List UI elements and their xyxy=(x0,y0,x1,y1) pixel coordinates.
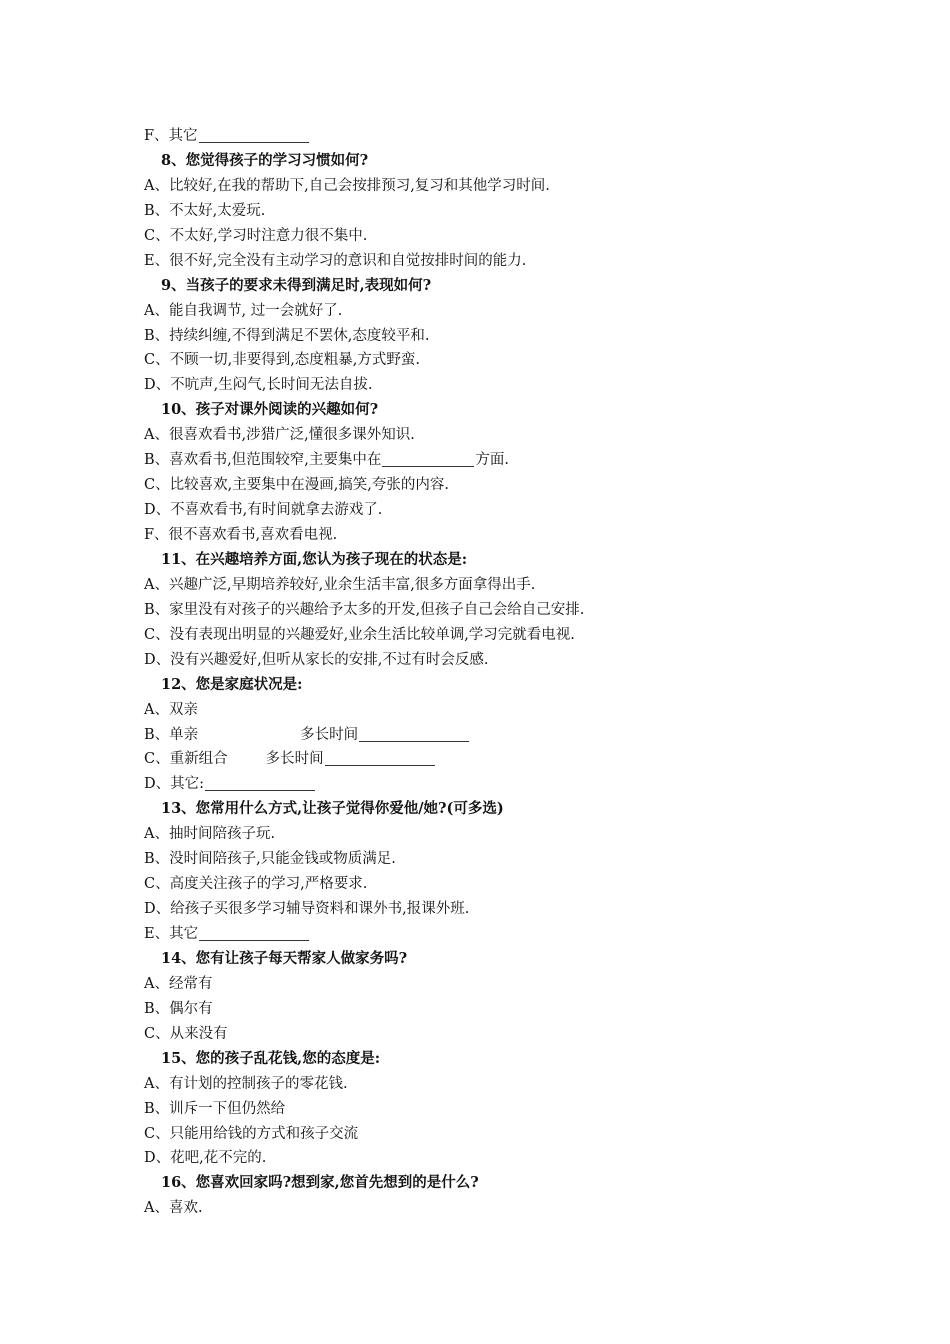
q16-title: 16、您喜欢回家吗?想到家,您首先想到的是什么? xyxy=(161,1174,479,1192)
option-text-suffix: 方面. xyxy=(475,452,509,469)
q11-option-b: B、家里没有对孩子的兴趣给予太多的开发,但孩子自己会给自己安排. xyxy=(144,601,585,618)
option-text: B、单亲 xyxy=(144,726,199,743)
q14-option-b: B、偶尔有 xyxy=(144,1000,213,1017)
q15-title: 15、您的孩子乱花钱,您的态度是: xyxy=(161,1049,381,1067)
q9-option-c: C、不顾一切,非要得到,态度粗暴,方式野蛮. xyxy=(144,352,421,369)
fill-blank xyxy=(199,925,309,941)
q15-option-a: A、有计划的控制孩子的零花钱. xyxy=(144,1075,348,1092)
option-text: B、喜欢看书,但范围较窄,主要集中在 xyxy=(144,452,382,469)
q13-option-b: B、没时间陪孩子,只能金钱或物质满足. xyxy=(144,851,396,868)
q8-option-e: E、很不好,完全没有主动学习的意识和自觉按排时间的能力. xyxy=(144,252,527,269)
q16-option-a: A、喜欢. xyxy=(144,1200,203,1217)
q12-title: 12、您是家庭状况是: xyxy=(161,675,303,693)
q9-option-b: B、持续纠缠,不得到满足不罢休,态度较平和. xyxy=(144,327,430,344)
q15-option-c: C、只能用给钱的方式和孩子交流 xyxy=(144,1125,359,1142)
q12-option-b xyxy=(0,723,950,748)
q10-title: 10、孩子对课外阅读的兴趣如何? xyxy=(161,401,379,419)
q13-title: 13、您常用什么方式,让孩子觉得你爱他/她?(可多选) xyxy=(161,800,504,818)
fill-blank xyxy=(382,451,474,467)
q10-option-a: A、很喜欢看书,涉猎广泛,懂很多课外知识. xyxy=(144,427,415,444)
duration-label: 多长时间 xyxy=(300,726,359,743)
q10-option-b xyxy=(0,448,950,473)
q13-option-d: D、给孩子买很多学习辅导资料和课外书,报课外班. xyxy=(144,901,470,918)
q9-title: 9、当孩子的要求未得到满足时,表现如何? xyxy=(161,276,432,294)
q8-option-a: A、比较好,在我的帮助下,自己会按排预习,复习和其他学习时间. xyxy=(144,177,550,194)
q14-option-a: A、经常有 xyxy=(144,975,213,992)
q11-title: 11、在兴趣培养方面,您认为孩子现在的状态是: xyxy=(161,550,468,568)
q13-option-e xyxy=(0,922,950,947)
option-text: E、其它 xyxy=(144,926,199,942)
q11-option-d: D、没有兴趣爱好,但听从家长的安排,不过有时会反感. xyxy=(144,651,489,668)
q9-option-d: D、不吭声,生闷气,长时间无法自拔. xyxy=(144,377,373,394)
q12-option-c xyxy=(0,747,950,772)
q8-title: 8、您觉得孩子的学习习惯如何? xyxy=(161,151,369,169)
q15-option-b: B、训斥一下但仍然给 xyxy=(144,1100,286,1117)
q7-option-f xyxy=(0,124,950,149)
q8-option-c: C、不太好,学习时注意力很不集中. xyxy=(144,227,368,244)
q8-option-b: B、不太好,太爱玩. xyxy=(144,202,266,219)
q10-option-c: C、比较喜欢,主要集中在漫画,搞笑,夸张的内容. xyxy=(144,477,450,494)
fill-blank xyxy=(325,750,435,766)
option-text: D、其它: xyxy=(144,776,205,793)
q13-option-c: C、高度关注孩子的学习,严格要求. xyxy=(144,876,368,893)
questionnaire-document xyxy=(0,124,950,1221)
option-text: F、其它 xyxy=(144,128,198,144)
q12-option-d xyxy=(0,772,950,797)
duration-label: 多长时间 xyxy=(265,751,324,768)
q9-option-a: A、能自我调节, 过一会就好了. xyxy=(144,302,343,319)
fill-blank xyxy=(199,127,309,143)
q15-option-d: D、花吧,花不完的. xyxy=(144,1150,267,1167)
q10-option-d: D、不喜欢看书,有时间就拿去游戏了. xyxy=(144,502,383,519)
fill-blank xyxy=(205,775,315,791)
q10-option-f: F、很不喜欢看书,喜欢看电视. xyxy=(144,527,338,543)
fill-blank xyxy=(359,726,469,742)
q12-option-a: A、双亲 xyxy=(144,701,198,718)
option-text: C、重新组合 xyxy=(144,751,228,768)
q14-title: 14、您有让孩子每天帮家人做家务吗? xyxy=(161,949,408,967)
q11-option-a: A、兴趣广泛,早期培养较好,业余生活丰富,很多方面拿得出手. xyxy=(144,576,536,593)
q14-option-c: C、从来没有 xyxy=(144,1025,228,1042)
q13-option-a: A、抽时间陪孩子玩. xyxy=(144,826,276,843)
q11-option-c: C、没有表现出明显的兴趣爱好,业余生活比较单调,学习完就看电视. xyxy=(144,626,575,643)
